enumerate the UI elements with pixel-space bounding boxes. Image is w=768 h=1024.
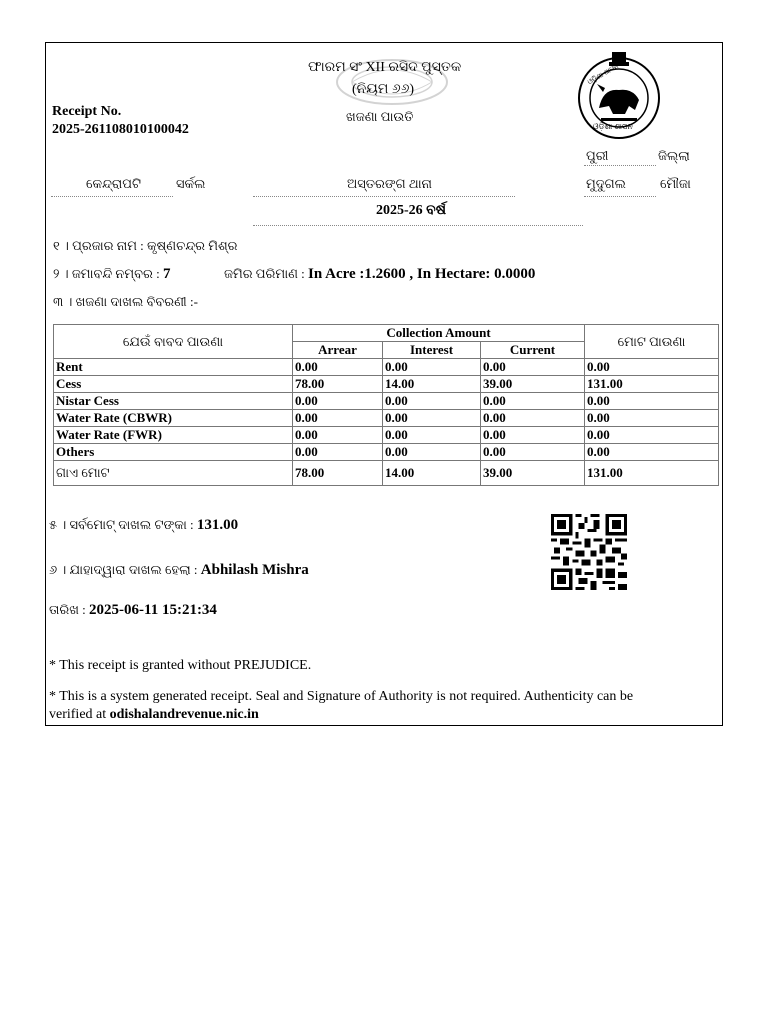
circle-value: କେନ୍ଦ୍ରାପଟି bbox=[86, 176, 141, 191]
form-title: ଫାରମ ସଂ XII ରସିଦ ପୁସ୍ତକ bbox=[308, 60, 462, 75]
receipt-type-title: ଖଜଣା ପାଉତି bbox=[346, 109, 414, 124]
financial-year: 2025-26 ବର୍ଷ bbox=[376, 203, 447, 218]
col-total-header: ମୋଟ ପାଉଣା bbox=[585, 325, 719, 359]
row-arrear: 0.00 bbox=[293, 444, 383, 461]
row-total: 0.00 bbox=[585, 393, 719, 410]
row-total: 0.00 bbox=[585, 359, 719, 376]
row-interest: 0.00 bbox=[383, 444, 481, 461]
row-total: 0.00 bbox=[585, 444, 719, 461]
row-name: Nistar Cess bbox=[54, 393, 293, 410]
table-row bbox=[54, 393, 719, 410]
row-arrear: 78.00 bbox=[293, 376, 383, 393]
row-interest: 0.00 bbox=[383, 410, 481, 427]
row-arrear: 0.00 bbox=[293, 410, 383, 427]
circle-underline bbox=[51, 196, 173, 197]
circle-label: ସର୍କଲ bbox=[176, 176, 206, 191]
total-total: 131.00 bbox=[585, 461, 719, 486]
date-label: ତାରିଖ : bbox=[49, 602, 86, 617]
area-value: In Acre :1.2600 , In Hectare: 0.0000 bbox=[308, 266, 536, 282]
table-row bbox=[54, 376, 719, 393]
rule-label: (ନିୟମ ୬୬) bbox=[352, 82, 415, 97]
table-row bbox=[54, 359, 719, 376]
date-value: 2025-06-11 15:21:34 bbox=[89, 602, 217, 618]
district-underline bbox=[584, 165, 656, 166]
section3-heading: ୩ । ଖଜଣା ଦାଖଲ ବିବରଣୀ :- bbox=[53, 294, 198, 309]
row-arrear: 0.00 bbox=[293, 427, 383, 444]
emblem-top-text: ଓଡ଼ିଶା ଶାସନ bbox=[586, 61, 621, 87]
collection-amount-header: Collection Amount bbox=[293, 325, 585, 342]
total-interest: 14.00 bbox=[383, 461, 481, 486]
row-arrear: 0.00 bbox=[293, 359, 383, 376]
row-interest: 0.00 bbox=[383, 359, 481, 376]
verify-site-link[interactable]: odishalandrevenue.nic.in bbox=[109, 707, 259, 722]
col-interest-header: Interest bbox=[383, 342, 481, 359]
table-row bbox=[54, 410, 719, 427]
total-current: 39.00 bbox=[481, 461, 585, 486]
row-current: 0.00 bbox=[481, 427, 585, 444]
mouza-label: ମୌଜା bbox=[660, 176, 691, 191]
area-label: ଜମିର ପରିମାଣ : bbox=[224, 266, 305, 281]
owner-name-label: ୧ । ପ୍ରଜାର ନାମ : bbox=[53, 238, 144, 253]
thana-underline bbox=[253, 196, 515, 197]
table-total-row bbox=[54, 461, 719, 486]
receipt-no-label: Receipt No. bbox=[52, 104, 122, 119]
row-arrear: 0.00 bbox=[293, 393, 383, 410]
row-name: Cess bbox=[54, 376, 293, 393]
mouza-underline bbox=[584, 196, 656, 197]
row-interest: 0.00 bbox=[383, 393, 481, 410]
row-name: Water Rate (FWR) bbox=[54, 427, 293, 444]
table-row bbox=[54, 427, 719, 444]
thana-label: ଅସ୍ତରଙ୍ଗ ଥାନା bbox=[347, 176, 432, 191]
paid-by-row bbox=[49, 562, 309, 579]
row-name: Others bbox=[54, 444, 293, 461]
row-current: 0.00 bbox=[481, 410, 585, 427]
total-arrear: 78.00 bbox=[293, 461, 383, 486]
year-underline bbox=[253, 225, 583, 226]
grand-total-row bbox=[49, 517, 238, 534]
col-arrear-header: Arrear bbox=[293, 342, 383, 359]
row-name: Water Rate (CBWR) bbox=[54, 410, 293, 427]
collection-table bbox=[53, 324, 719, 486]
total-row-name: ଗାଏ ମୋଟ bbox=[54, 461, 293, 486]
mouza-value: ମୁଦୁଗଲ bbox=[586, 176, 626, 191]
qr-code-icon bbox=[549, 514, 629, 590]
owner-name-row bbox=[53, 238, 237, 254]
khata-number: 7 bbox=[162, 266, 171, 282]
paid-by-label: ୬ । ଯାହାଦ୍ୱାରା ଦାଖଲ ହେଲା : bbox=[49, 562, 198, 577]
khata-row bbox=[53, 266, 170, 283]
row-name: Rent bbox=[54, 359, 293, 376]
grand-total-label: ୫ । ସର୍ବମୋଟ୍ ଦାଖଲ ଟଙ୍କା : bbox=[49, 517, 194, 532]
date-row bbox=[49, 602, 217, 619]
row-current: 39.00 bbox=[481, 376, 585, 393]
row-interest: 14.00 bbox=[383, 376, 481, 393]
district-label: ଜିଲ୍ଲା bbox=[658, 148, 690, 163]
area-row bbox=[224, 266, 535, 283]
paid-by-value: Abhilash Mishra bbox=[200, 562, 309, 578]
row-current: 0.00 bbox=[481, 359, 585, 376]
row-interest: 0.00 bbox=[383, 427, 481, 444]
emblem-bottom-text: ଓଡ଼ିଶା ଶାସନ bbox=[593, 122, 633, 131]
col-item-header: ଯେଉଁ ବାବଦ ପାଉଣା bbox=[54, 325, 293, 359]
row-total: 0.00 bbox=[585, 427, 719, 444]
district-value: ପୁରୀ bbox=[586, 148, 609, 163]
col-current-header: Current bbox=[481, 342, 585, 359]
prejudice-note: * This receipt is granted without PREJUDICE. bbox=[49, 658, 312, 673]
verify-note bbox=[49, 707, 259, 723]
khata-label: ୨ । ଜମାବନ୍ଦି ନମ୍ବର : bbox=[53, 266, 160, 281]
table-row bbox=[54, 444, 719, 461]
owner-name-value: କୃଷ୍ଣଚନ୍ଦ୍ର ମିଶ୍ର bbox=[147, 238, 238, 253]
row-total: 0.00 bbox=[585, 410, 719, 427]
verify-label: verified at bbox=[49, 707, 107, 722]
receipt-no-value: 2025-261108010100042 bbox=[52, 122, 189, 137]
row-current: 0.00 bbox=[481, 444, 585, 461]
grand-total-value: 131.00 bbox=[196, 517, 239, 533]
system-note: * This is a system generated receipt. Seal and Signature of Authority is not required. Authenticity can be bbox=[49, 689, 634, 704]
table-header-row bbox=[54, 325, 719, 342]
row-total: 131.00 bbox=[585, 376, 719, 393]
row-current: 0.00 bbox=[481, 393, 585, 410]
